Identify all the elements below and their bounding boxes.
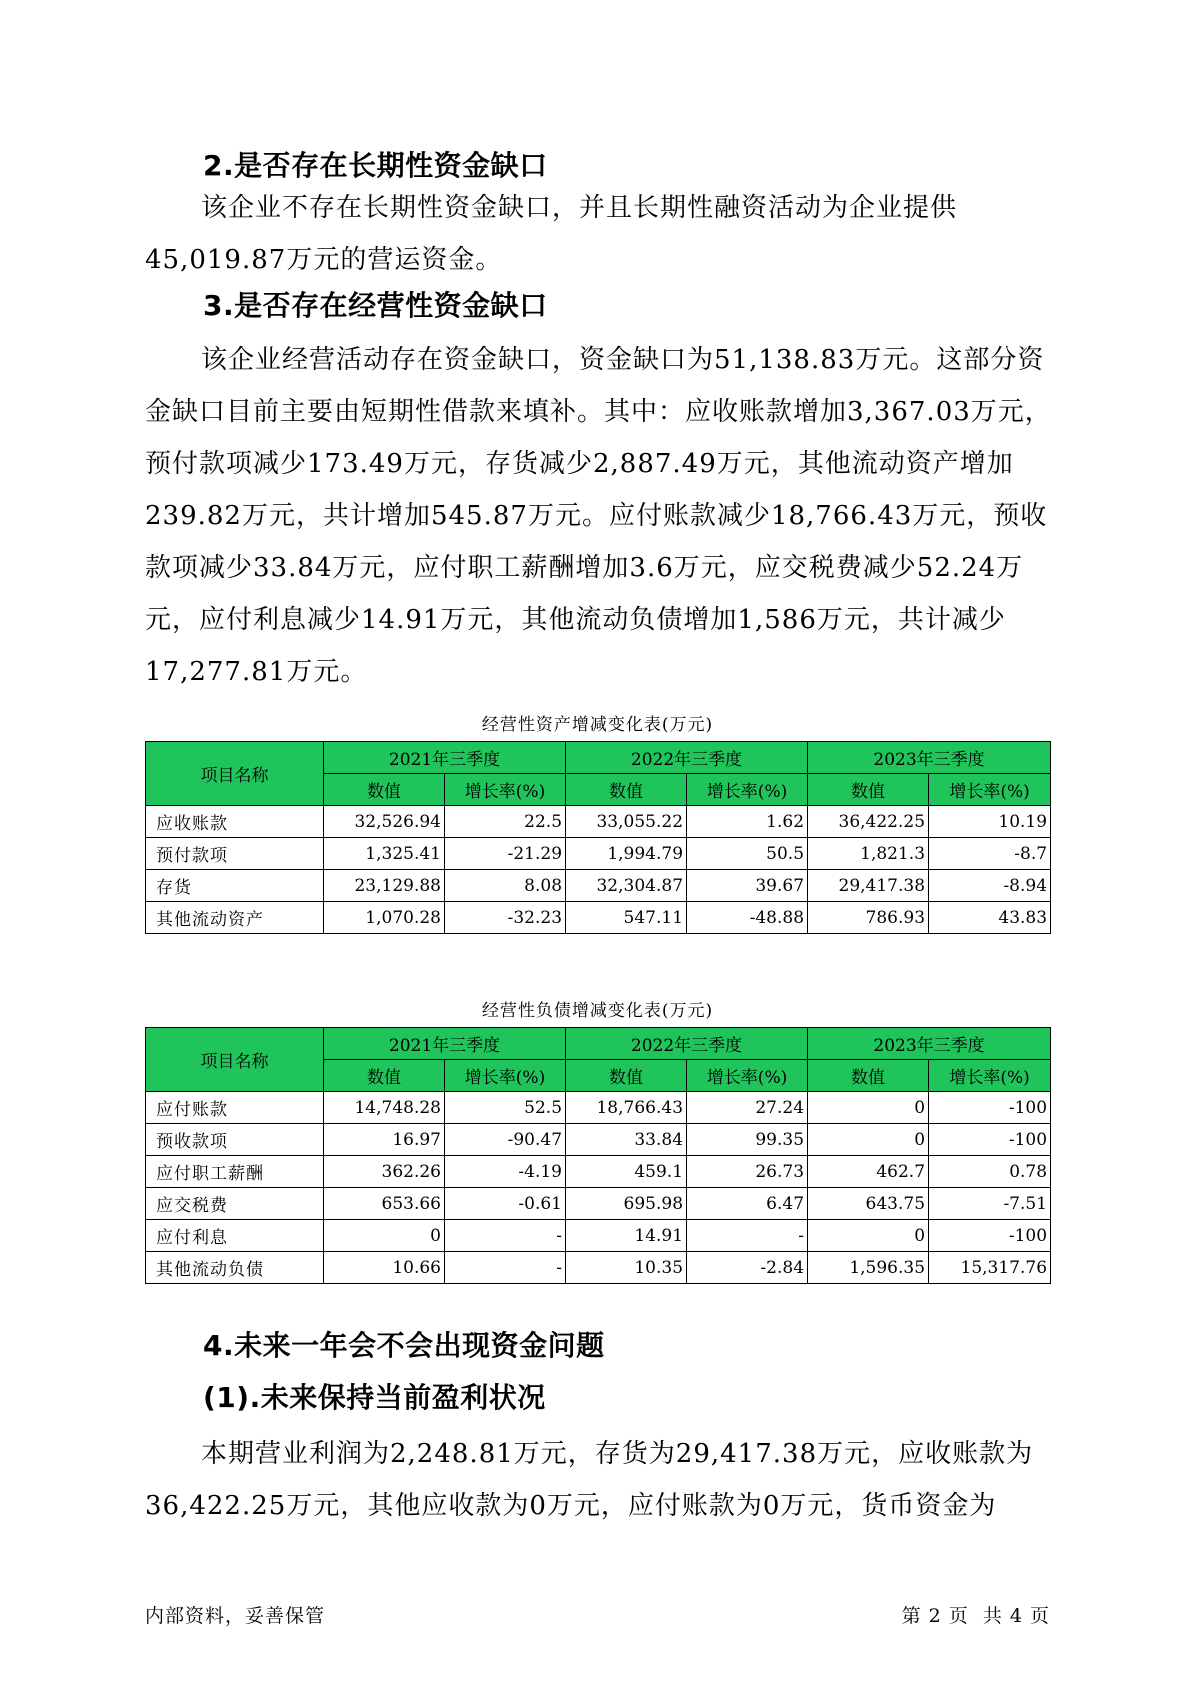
liability-col-growth: 增长率(%) [687,1060,808,1092]
section-4-paragraph: 本期营业利润为2,248.81万元，存货为29,417.38万元，应收账款为36,422.25万元，其他应收款为0万元，应付账款为0万元，货币资金为 [145,1439,1034,1521]
cell-value: 643.75 [808,1188,929,1220]
asset-period-2021: 2021年三季度 [324,742,566,774]
asset-table-caption: 经营性资产增减变化表(万元) [481,715,714,735]
table-row [146,806,1051,838]
cell-growth: -0.61 [445,1188,566,1220]
asset-col-value: 数值 [566,774,687,806]
cell-value: 23,129.88 [324,870,445,902]
cell-growth: -21.29 [445,838,566,870]
cell-growth: - [687,1220,808,1252]
footer-page-number: 第 2 页 共 4 页 [901,1605,1050,1627]
table-row [146,1220,1051,1252]
row-name: 其他流动资产 [146,902,324,934]
section-4-heading: 4.未来一年会不会出现资金问题 [203,1329,605,1362]
section-4-subheading: (1).未来保持当前盈利状况 [203,1381,546,1414]
cell-growth: 27.24 [687,1092,808,1124]
cell-growth: 6.47 [687,1188,808,1220]
cell-value: 786.93 [808,902,929,934]
cell-growth: 10.19 [929,806,1051,838]
asset-col-item: 项目名称 [146,742,324,806]
table-row [146,1124,1051,1156]
cell-growth: -8.94 [929,870,1051,902]
cell-value: 1,821.3 [808,838,929,870]
cell-value: 18,766.43 [566,1092,687,1124]
asset-col-value: 数值 [808,774,929,806]
cell-growth: 26.73 [687,1156,808,1188]
cell-growth: -100 [929,1092,1051,1124]
row-name: 应交税费 [146,1188,324,1220]
cell-growth: -32.23 [445,902,566,934]
cell-value: 1,596.35 [808,1252,929,1284]
liability-table-caption: 经营性负债增减变化表(万元) [481,1001,714,1021]
cell-growth: 39.67 [687,870,808,902]
cell-value: 32,304.87 [566,870,687,902]
cell-growth: 22.5 [445,806,566,838]
cell-growth: 0.78 [929,1156,1051,1188]
cell-value: 32,526.94 [324,806,445,838]
cell-value: 462.7 [808,1156,929,1188]
table-row [146,1188,1051,1220]
cell-value: 1,994.79 [566,838,687,870]
cell-growth: 52.5 [445,1092,566,1124]
cell-value: 0 [808,1220,929,1252]
cell-growth: -4.19 [445,1156,566,1188]
liability-col-value: 数值 [808,1060,929,1092]
liability-period-2022: 2022年三季度 [566,1028,808,1060]
cell-value: 33,055.22 [566,806,687,838]
asset-col-growth: 增长率(%) [929,774,1051,806]
liability-col-item: 项目名称 [146,1028,324,1092]
row-name: 预收款项 [146,1124,324,1156]
row-name: 预付款项 [146,838,324,870]
liability-col-value: 数值 [324,1060,445,1092]
cell-growth: -2.84 [687,1252,808,1284]
cell-value: 1,070.28 [324,902,445,934]
footer-confidential-note: 内部资料，妥善保管 [145,1605,326,1627]
cell-value: 33.84 [566,1124,687,1156]
asset-table [145,741,1051,934]
asset-col-growth: 增长率(%) [445,774,566,806]
cell-growth: - [445,1252,566,1284]
table-row [146,1092,1051,1124]
liability-col-growth: 增长率(%) [445,1060,566,1092]
row-name: 应付账款 [146,1092,324,1124]
cell-growth: -7.51 [929,1188,1051,1220]
cell-growth: 1.62 [687,806,808,838]
row-name: 应付职工薪酬 [146,1156,324,1188]
row-name: 应付利息 [146,1220,324,1252]
asset-period-2022: 2022年三季度 [566,742,808,774]
cell-value: 1,325.41 [324,838,445,870]
table-row [146,870,1051,902]
cell-value: 547.11 [566,902,687,934]
cell-value: 0 [808,1092,929,1124]
asset-period-2023: 2023年三季度 [808,742,1051,774]
cell-value: 10.35 [566,1252,687,1284]
cell-growth: 50.5 [687,838,808,870]
cell-growth: -100 [929,1220,1051,1252]
section-3-paragraph: 该企业经营活动存在资金缺口，资金缺口为51,138.83万元。这部分资金缺口目前主要由短期性借款来填补。其中：应收账款增加3,367.03万元，预付款项减少173.49万元，存货减少2,887.49万元，其他流动资产增加239.82万元，共计增加545.87万元。应付账款减少18,766.43万元，预收款项减少33.84万元，应付职工薪酬增加3.6万元，应交税费减少52.24万元，应付利息减少14.91万元，其他流动负债增加1,586万元，共计减少17,277.81万元。 [145,345,1052,687]
cell-value: 653.66 [324,1188,445,1220]
liability-col-growth: 增长率(%) [929,1060,1051,1092]
cell-value: 29,417.38 [808,870,929,902]
cell-growth: -48.88 [687,902,808,934]
cell-growth: - [445,1220,566,1252]
cell-growth: -8.7 [929,838,1051,870]
cell-value: 0 [324,1220,445,1252]
section-3-heading: 3.是否存在经营性资金缺口 [203,289,548,322]
table-row [146,1252,1051,1284]
row-name: 存货 [146,870,324,902]
cell-growth: 43.83 [929,902,1051,934]
asset-col-growth: 增长率(%) [687,774,808,806]
row-name: 应收账款 [146,806,324,838]
asset-col-value: 数值 [324,774,445,806]
cell-value: 362.26 [324,1156,445,1188]
liability-col-value: 数值 [566,1060,687,1092]
cell-growth: 15,317.76 [929,1252,1051,1284]
liability-period-2023: 2023年三季度 [808,1028,1051,1060]
cell-growth: -100 [929,1124,1051,1156]
cell-growth: 99.35 [687,1124,808,1156]
liability-table [145,1027,1051,1284]
cell-growth: -90.47 [445,1124,566,1156]
section-2-paragraph: 该企业不存在长期性资金缺口，并且长期性融资活动为企业提供45,019.87万元的营运资金。 [145,193,958,275]
cell-growth: 8.08 [445,870,566,902]
cell-value: 36,422.25 [808,806,929,838]
table-row [146,1156,1051,1188]
cell-value: 10.66 [324,1252,445,1284]
cell-value: 16.97 [324,1124,445,1156]
cell-value: 14,748.28 [324,1092,445,1124]
cell-value: 459.1 [566,1156,687,1188]
cell-value: 0 [808,1124,929,1156]
row-name: 其他流动负债 [146,1252,324,1284]
liability-period-2021: 2021年三季度 [324,1028,566,1060]
cell-value: 14.91 [566,1220,687,1252]
section-2-heading: 2.是否存在长期性资金缺口 [203,149,548,182]
table-row [146,902,1051,934]
cell-value: 695.98 [566,1188,687,1220]
table-row [146,838,1051,870]
